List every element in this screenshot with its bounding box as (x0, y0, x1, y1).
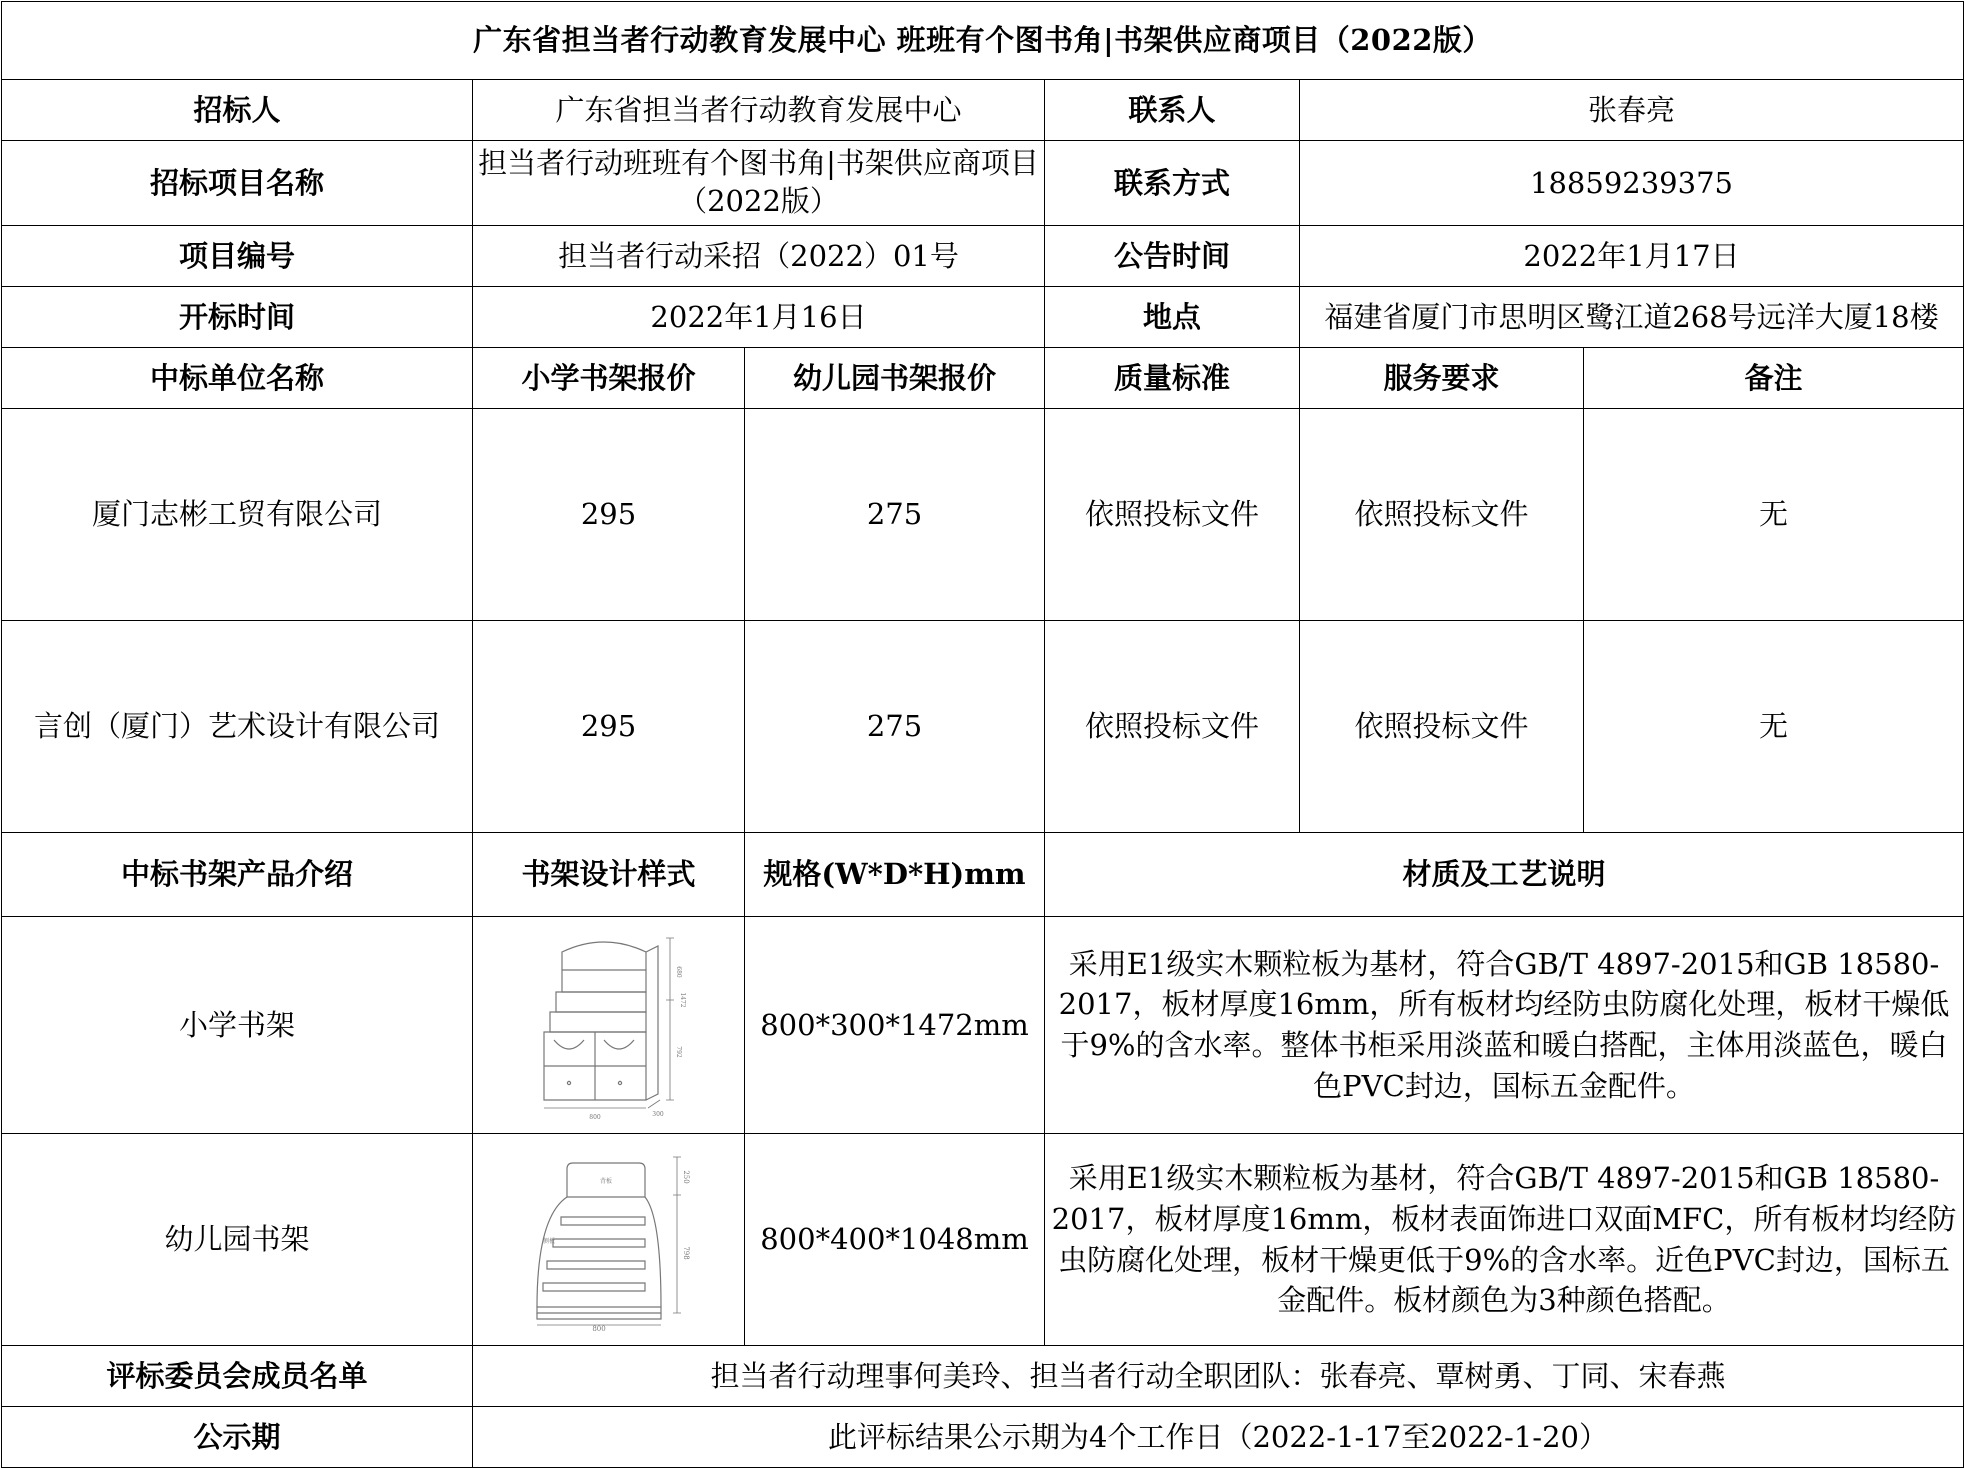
publicity-value: 此评标结果公示期为4个工作日（2022-1-17至2022-1-20） (473, 1407, 1964, 1468)
contact-value: 张春亮 (1300, 80, 1964, 141)
drawing-side-label: 侧板 (542, 1238, 555, 1245)
winner-company: 言创（厦门）艺术设计有限公司 (2, 621, 473, 833)
product-desc: 采用E1级实木颗粒板为基材，符合GB/T 4897-2015和GB 18580-2017，板材厚度16mm，所有板材均经防虫防腐化处理，板材干燥低于9%的含水率。整体书柜采用淡蓝和暖白搭配，主体用淡蓝色，暖白色PVC封边，国标五金配件。 (1045, 917, 1964, 1134)
winner-kindergarten-price: 275 (745, 409, 1045, 621)
kindergarten-bookshelf-drawing-cell (473, 1134, 745, 1346)
winners-header-quality: 质量标准 (1045, 348, 1300, 409)
winner-company: 厦门志彬工贸有限公司 (2, 409, 473, 621)
products-header-intro: 中标书架产品介绍 (2, 833, 473, 917)
product-desc: 采用E1级实木颗粒板为基材，符合GB/T 4897-2015和GB 18580-2017，板材厚度16mm，板材表面饰进口双面MFC，所有板材均经防虫防腐化处理，板材干燥更低于9%的含水率。近色PVC封边，国标五金配件。板材颜色为3种颜色搭配。 (1045, 1134, 1964, 1346)
page-title: 广东省担当者行动教育发展中心 班班有个图书角|书架供应商项目（2022版） (2, 2, 1964, 80)
drawing-panel-label: 背板 (599, 1178, 612, 1185)
notice-time-value: 2022年1月17日 (1300, 226, 1964, 287)
product-spec: 800*400*1048mm (745, 1134, 1045, 1346)
primary-bookshelf-drawing (534, 930, 684, 1120)
open-time-value: 2022年1月16日 (473, 287, 1045, 348)
drawing-dim-height: 1472 (678, 992, 686, 1008)
project-no-label: 项目编号 (2, 226, 473, 287)
drawing-dim-depth: 300 (651, 1111, 664, 1118)
bid-result-table (1, 1, 1964, 1468)
winners-header-company: 中标单位名称 (2, 348, 473, 409)
location-label: 地点 (1045, 287, 1300, 348)
table-row (2, 409, 1964, 621)
primary-bookshelf-drawing-cell (473, 917, 745, 1134)
drawing-dim-top: 250 (681, 1170, 690, 1184)
winners-header-remark: 备注 (1584, 348, 1964, 409)
winner-kindergarten-price: 275 (745, 621, 1045, 833)
winner-primary-price: 295 (473, 409, 745, 621)
drawing-dim-top: 680 (674, 966, 682, 978)
table-row (2, 917, 1964, 1134)
winners-header-primary-price: 小学书架报价 (473, 348, 745, 409)
winners-header-kindergarten-price: 幼儿园书架报价 (745, 348, 1045, 409)
table-row (2, 1134, 1964, 1346)
products-header-material: 材质及工艺说明 (1045, 833, 1964, 917)
winner-service: 依照投标文件 (1300, 621, 1584, 833)
project-no-value: 担当者行动采招（2022）01号 (473, 226, 1045, 287)
products-header-design: 书架设计样式 (473, 833, 745, 917)
tenderer-value: 广东省担当者行动教育发展中心 (473, 80, 1045, 141)
tenderer-label: 招标人 (2, 80, 473, 141)
products-header-spec: 规格(W*D*H)mm (745, 833, 1045, 917)
product-name: 小学书架 (2, 917, 473, 1134)
kindergarten-bookshelf-drawing (529, 1147, 689, 1332)
drawing-dim-height: 798 (681, 1246, 690, 1260)
contact-method-value: 18859239375 (1300, 141, 1964, 226)
notice-time-label: 公告时间 (1045, 226, 1300, 287)
open-time-label: 开标时间 (2, 287, 473, 348)
winners-header-service: 服务要求 (1300, 348, 1584, 409)
contact-method-label: 联系方式 (1045, 141, 1300, 226)
drawing-dim-bottom: 792 (674, 1046, 682, 1058)
location-value: 福建省厦门市思明区鹭江道268号远洋大厦18楼 (1300, 287, 1964, 348)
winner-primary-price: 295 (473, 621, 745, 833)
contact-label: 联系人 (1045, 80, 1300, 141)
committee-label: 评标委员会成员名单 (2, 1346, 473, 1407)
table-row (2, 621, 1964, 833)
publicity-label: 公示期 (2, 1407, 473, 1468)
project-name-label: 招标项目名称 (2, 141, 473, 226)
winner-remark: 无 (1584, 409, 1964, 621)
product-spec: 800*300*1472mm (745, 917, 1045, 1134)
drawing-dim-width: 800 (588, 1114, 601, 1121)
winner-remark: 无 (1584, 621, 1964, 833)
committee-value: 担当者行动理事何美玲、担当者行动全职团队：张春亮、覃树勇、丁同、宋春燕 (473, 1346, 1964, 1407)
winner-service: 依照投标文件 (1300, 409, 1584, 621)
project-name-value: 担当者行动班班有个图书角|书架供应商项目（2022版） (473, 141, 1045, 226)
winner-quality: 依照投标文件 (1045, 409, 1300, 621)
product-name: 幼儿园书架 (2, 1134, 473, 1346)
drawing-dim-width: 800 (591, 1325, 606, 1333)
winner-quality: 依照投标文件 (1045, 621, 1300, 833)
